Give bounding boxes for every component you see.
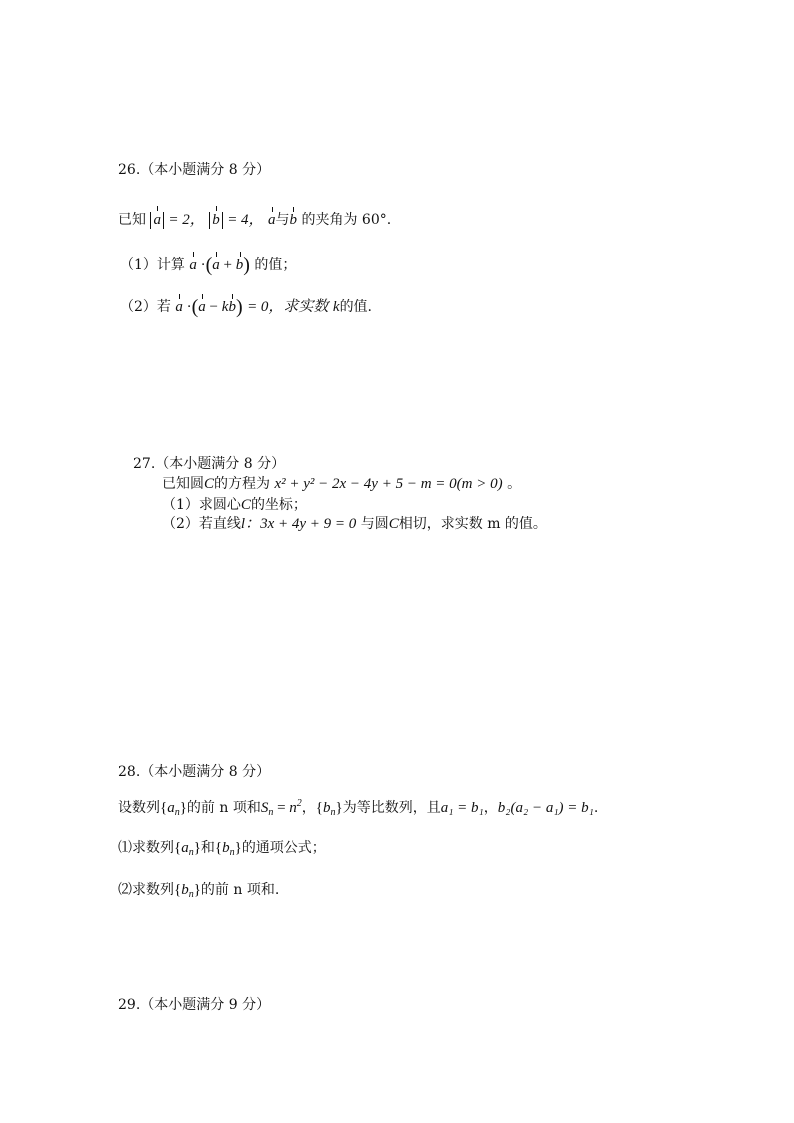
q26-vec-a: a <box>268 212 276 228</box>
q28-part1-seq-a: $\{a_n\}$ <box>174 840 201 858</box>
q27-part2-mid: 与圆 <box>360 516 389 532</box>
q28-part2-label: ⑵求数列 <box>118 882 174 898</box>
q28-seq-b: $\{b_n\}$ <box>315 800 343 818</box>
q26-given-prefix: 已知 <box>118 212 146 228</box>
q26-given <box>118 212 391 229</box>
q28-part2 <box>118 883 279 900</box>
q26-abs-b-value: = 4， <box>227 212 264 228</box>
q27-equation: x² + y² − 2x − 4y + 5 − m = 0(m > 0) <box>274 476 503 492</box>
q28-line1-mid3: 为等比数列，且 <box>342 800 441 816</box>
q27-line1-mid: 的方程为 <box>214 476 271 492</box>
q28-sn-expr: $S_n = n^2$ <box>260 798 302 818</box>
q26-abs-a-value: = 2， <box>168 212 205 228</box>
q27-line1-tail: 。 <box>507 476 522 492</box>
q26-part1-label: （1）计算 <box>120 257 185 273</box>
q26-part1-tail: 的值； <box>254 257 297 273</box>
q26-abs-a: a <box>150 212 164 228</box>
q26-part2-tail: 的值. <box>339 299 373 315</box>
q26-part2-expr: a ·(a − kb) <box>175 296 243 318</box>
q28-line1-mid1: 的前 n 项和 <box>186 800 261 816</box>
q29-header: 29.（本小题满分 9 分） <box>118 997 271 1013</box>
q27-line1-prefix: 已知圆 <box>162 476 204 492</box>
q28-cond1: a₁ = b₁ <box>440 800 484 816</box>
q26-header: 26.（本小题满分 8 分） <box>118 162 271 178</box>
q26-and: 与 <box>275 212 290 228</box>
q28-line1 <box>118 799 598 818</box>
q28-part1-label: ⑴求数列 <box>118 840 174 856</box>
q26-vec-b: b <box>289 212 298 228</box>
q28-part2-tail: 的前 n 项和. <box>200 882 280 898</box>
q28-line1-mid2: ， <box>301 800 316 816</box>
q26-part1 <box>120 255 296 275</box>
q28-part1 <box>118 841 326 858</box>
q28-part2-seq-b: $\{b_n\}$ <box>174 882 201 900</box>
q28-cond2: b₂(a₂ − a₁) = b₁ <box>497 800 594 816</box>
q26-part2-mid: = 0，求实数 <box>247 299 329 315</box>
q27-circle: C <box>204 476 215 492</box>
q28-header: 28.（本小题满分 8 分） <box>118 764 271 780</box>
q27-line1 <box>162 477 521 492</box>
q27-line-name: l <box>240 516 246 532</box>
q26-part1-expr: a ·(a + b) <box>189 254 250 276</box>
q27-part2 <box>162 517 547 532</box>
q27-part2-circle: C <box>388 516 399 532</box>
q27-part1 <box>162 498 307 513</box>
q26-part2-var: k <box>332 299 340 315</box>
q26-abs-b: b <box>209 212 223 228</box>
q28-sep: ， <box>483 800 498 816</box>
q28-part1-and: 和 <box>200 840 215 856</box>
q27-part2-label: （2）若直线 <box>162 516 241 532</box>
q26-angle-text: 的夹角为 60°. <box>301 212 392 228</box>
q28-part1-seq-b: $\{b_n\}$ <box>214 840 242 858</box>
q28-part1-tail: 的通项公式； <box>241 840 326 856</box>
q28-seq-a: $\{a_n\}$ <box>160 800 187 818</box>
q27-header: 27.（本小题满分 8 分） <box>133 456 286 472</box>
q27-part2-tail: 相切，求实数 m 的值。 <box>398 516 547 532</box>
q27-line-eq: ：3x + 4y + 9 = 0 <box>245 516 357 532</box>
q27-part1-tail: 的坐标； <box>250 497 307 513</box>
q28-line1-prefix: 设数列 <box>118 800 160 816</box>
q27-part1-label: （1）求圆心 <box>162 497 241 513</box>
q26-part2-label: （2）若 <box>120 299 171 315</box>
q28-end: . <box>593 800 599 816</box>
q26-part2 <box>120 297 372 317</box>
q27-part1-circle: C <box>240 497 251 513</box>
